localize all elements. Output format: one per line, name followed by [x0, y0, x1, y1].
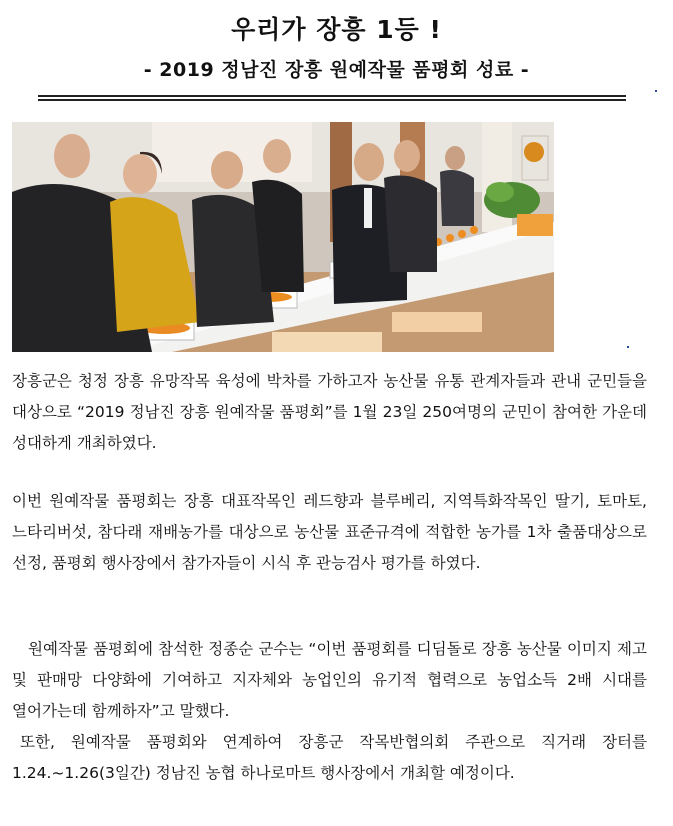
article-title: 우리가 장흥 1등 ! [231, 15, 442, 44]
article-subtitle: - 2019 정남진 장흥 원예작물 품평회 성료 - [143, 59, 530, 81]
paragraph-1: 장흥군은 청정 장흥 유망작목 육성에 박차를 가하고자 농산물 유통 관계자들과 관내 군민들을 대상으로 “2019 정남진 장흥 원예작물 품평회”를 1월 23일 250여명의 군민이 참여한 가운데 성대하게 개최하였다. [12, 372, 647, 452]
paragraph-2: 이번 원예작물 품평회는 장흥 대표작목인 레드향과 블루베리, 지역특화작목인 딸기, 토마토, 느타리버섯, 참다래 재배농가를 대상으로 농산물 표준규격에 적합한 농가를 1차 출품대상으로 선정, 품평회 행사장에서 참가자들이 시식 후 관능검사 평가를 하였다. [12, 492, 647, 572]
blue-speck-bottom [627, 346, 629, 348]
double-rule-divider [38, 95, 626, 97]
paragraph-4: 또한, 원예작물 품평회와 연계하여 장흥군 작목반협의회 주관으로 직거래 장터를 1.24.~1.26(3일간) 정남진 농협 하나로마트 행사장에서 개최할 예정이다. [12, 733, 647, 782]
paragraph-3: 원예작물 품평회에 참석한 정종순 군수는 “이번 품평회를 디딤돌로 장흥 농산물 이미지 제고 및 판매망 다양화에 기여하고 지자체와 농업인의 유기적 협력으로 농업소득 2배 시대를 열어가는데 함께하자”고 말했다. [12, 640, 647, 720]
blue-speck-top [655, 90, 657, 92]
event-photo [12, 122, 554, 352]
double-rule-divider-lower [38, 99, 626, 101]
